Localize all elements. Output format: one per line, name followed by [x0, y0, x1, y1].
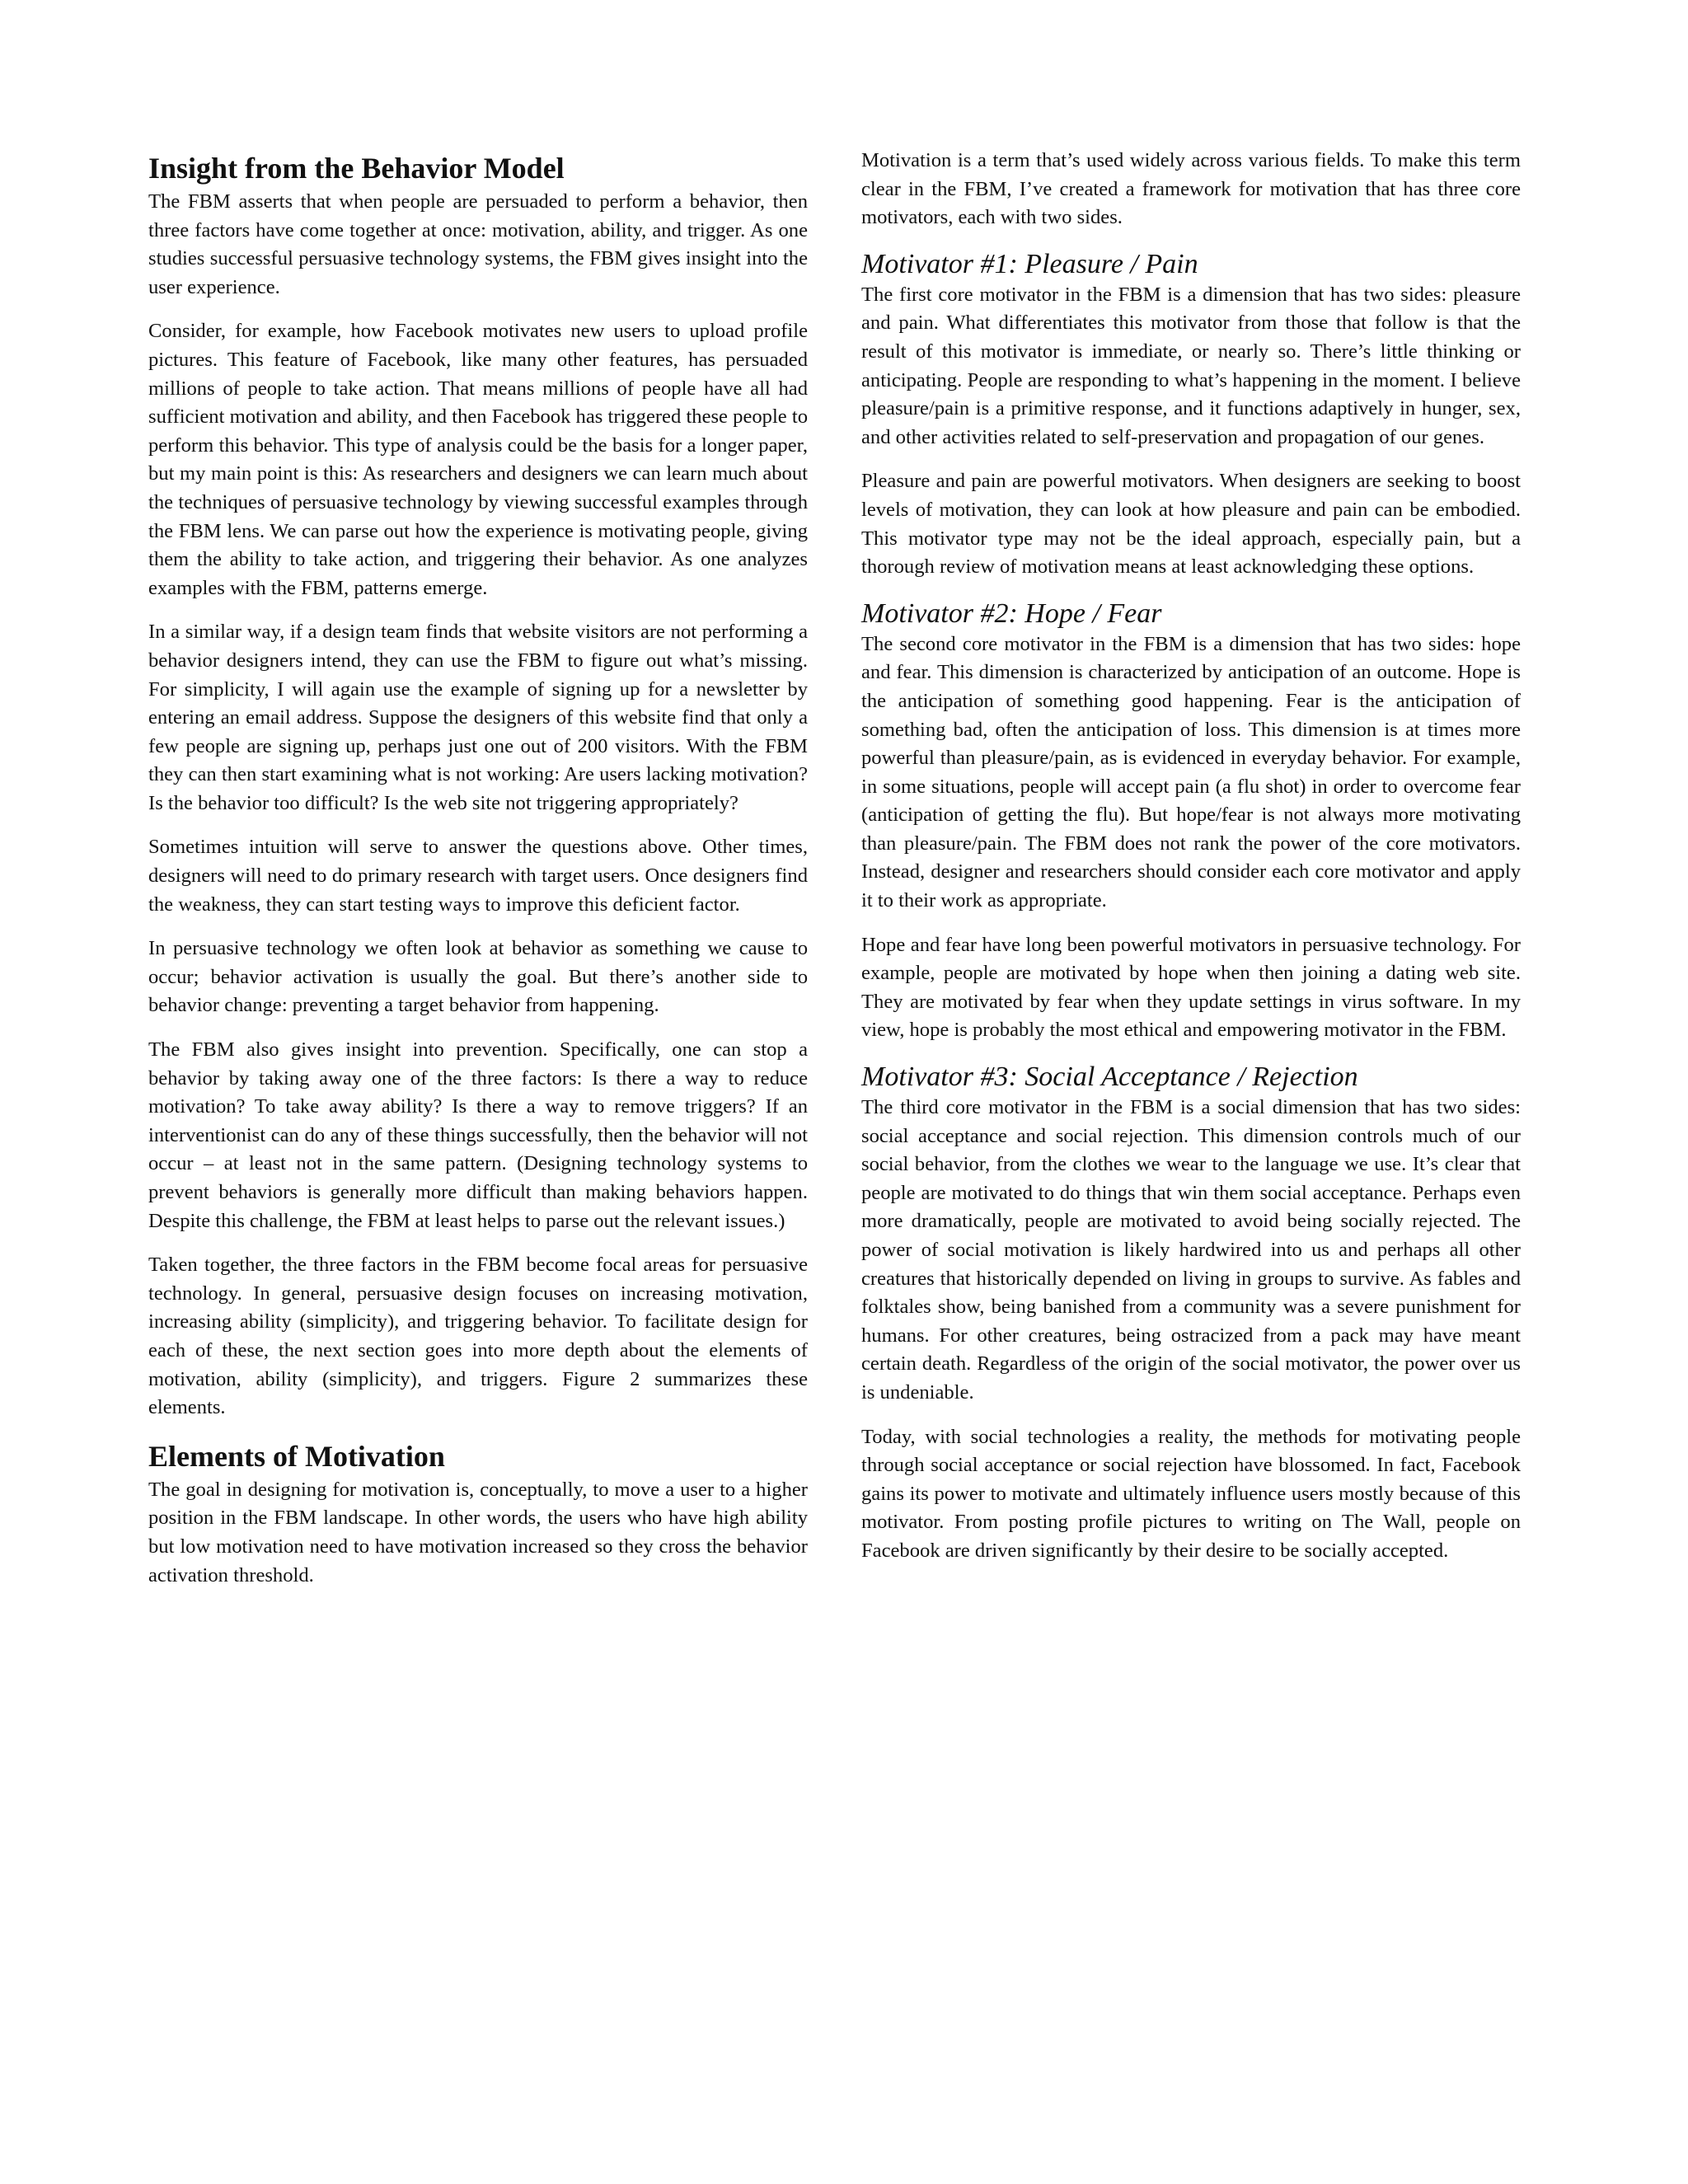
- paragraph: Today, with social technologies a reality, the methods for motivating people through social acceptance or social rejection have blossomed. In fact, Facebook gains its power to motivate and ultimately influence users mostly because of this motivator. From posting profile pictures to writing on The Wall, people on Facebook are driven significantly by their desire to be socially accepted.: [861, 1425, 1521, 1562]
- paragraph: Consider, for example, how Facebook motivates new users to upload profile pictures. This feature of Facebook, like many other features, has persuaded millions of people to take action. That means millions of people have all had sufficient motivation and ability, and then Facebook has triggered these people to perform this behavior. This type of analysis could be the basis for a longer paper, but my main point is this: As researchers and designers we can learn much about the techniques of persuasive technology by viewing successful examples through the FBM lens. We can parse out how the experience is motivating people, giving them the ability to take action, and triggering their behavior. As one analyzes examples with the FBM, patterns emerge.: [148, 320, 808, 599]
- paragraph: Pleasure and pain are powerful motivators. When designers are seeking to boost levels of motivation, they can look at how pleasure and pain can be embodied. This motivator type may not be the ideal approach, especially pain, but a thorough review of motivation means at least acknowledging these options.: [861, 470, 1521, 579]
- subsection-heading-social-acceptance-rejection: Motivator #3: Social Acceptance / Rejection: [861, 1062, 1358, 1093]
- paragraph: In persuasive technology we often look at behavior as something we cause to occur; behavior activation is usually the goal. But there’s another side to behavior change: preventing a target behavior from happening.: [148, 937, 808, 1017]
- paragraph: The FBM also gives insight into prevention. Specifically, one can stop a behavior by taking away one of the three factors: Is there a way to reduce motivation? To take away ability? Is there a way to remove triggers? If an interventionist can do any of these things successfully, then the behavior will not occur – at least not in the same pattern. (Designing technology systems to prevent behaviors is generally more difficult than making behaviors happen. Despite this challenge, the FBM at least helps to parse out the relevant issues.): [148, 1038, 808, 1232]
- paragraph: The goal in designing for motivation is, conceptually, to move a user to a higher position in the FBM landscape. In other words, the users who have high ability but low motivation need to have motivation increased so they cross the behavior activation threshold.: [148, 1478, 808, 1586]
- subsection-heading-pleasure-pain: Motivator #1: Pleasure / Pain: [861, 248, 1198, 279]
- paragraph: The FBM asserts that when people are persuaded to perform a behavior, then three factors have come together at once: motivation, ability, and trigger. As one studies successful persuasive technology systems, the FBM gives insight into the user experience.: [148, 190, 808, 298]
- paragraph: Taken together, the three factors in the FBM become focal areas for persuasive technology. In general, persuasive design focuses on increasing motivation, increasing ability (simplicity), and triggering behavior. To facilitate design for each of these, the next section goes into more depth about the elements of motivation, ability (simplicity), and triggers. Figure 2 summarizes these elements.: [148, 1254, 808, 1419]
- right-column: [861, 147, 1521, 1582]
- paragraph: Sometimes intuition will serve to answer the questions above. Other times, designers will need to do primary research with target users. Once designers find the weakness, they can start testing ways to improve this deficient factor.: [148, 836, 808, 916]
- paragraph: Motivation is a term that’s used widely across various fields. To make this term clear in the FBM, I’ve created a framework for motivation that has three core motivators, each with two sides.: [861, 149, 1521, 229]
- subsection-heading-hope-fear: Motivator #2: Hope / Fear: [861, 598, 1162, 629]
- paragraph: The second core motivator in the FBM is a dimension that has two sides: hope and fear. This dimension is characterized by anticipation of an outcome. Hope is the anticipation of something good happening. Fear is the anticipation of something bad, often the anticipation of loss. This dimension is at times more powerful than pleasure/pain, as is evidenced in everyday behavior. For example, in some situations, people will accept pain (a flu shot) in order to overcome fear (anticipation of getting the flu). But hope/fear is not always more motivating than pleasure/pain. The FBM does not rank the power of the core motivators. Instead, designer and researchers should consider each core motivator and apply it to their work as appropriate.: [861, 632, 1521, 912]
- paragraph: In a similar way, if a design team finds that website visitors are not performing a behavior designers intend, they can use the FBM to figure out what’s missing. For simplicity, I will again use the example of signing up for a newsletter by entering an email address. Suppose the designers of this website find that only a few people are signing up, perhaps just one out of 200 visitors. With the FBM they can then start examining what is not working: Are users lacking motivation? Is the behavior too difficult? Is the web site not triggering appropriately?: [148, 621, 808, 814]
- paragraph: The third core motivator in the FBM is a social dimension that has two sides: social acceptance and social rejection. This dimension controls much of our social behavior, from the clothes we wear to the language we use. It’s clear that people are motivated to do things that win them social acceptance. Perhaps even more dramatically, people are motivated to avoid being socially rejected. The power of social motivation is likely hardwired into us and perhaps all other creatures that historically depended on living in groups to survive. As fables and folktales show, being banished from a community was a severe punishment for humans. For other creatures, being ostracized from a pack may have meant certain death. Regardless of the origin of the social motivator, the power over us is undeniable.: [861, 1096, 1521, 1404]
- left-column: [148, 150, 808, 1605]
- paragraph: Hope and fear have long been powerful motivators in persuasive technology. For example, people are motivated by hope when then joining a dating web site. They are motivated by fear when they update settings in virus software. In my view, hope is probably the most ethical and empowering motivator in the FBM.: [861, 933, 1521, 1042]
- section-heading-insight: Insight from the Behavior Model: [148, 152, 565, 185]
- paragraph: The first core motivator in the FBM is a dimension that has two sides: pleasure and pain. What differentiates this motivator from those that follow is that the result of this motivator is immediate, or nearly so. There’s little thinking or anticipating. People are responding to what’s happening in the moment. I believe pleasure/pain is a primitive response, and it functions adaptively in hunger, sex, and other activities related to self-preservation and propagation of our genes.: [861, 283, 1521, 448]
- section-heading-elements-of-motivation: Elements of Motivation: [148, 1439, 445, 1473]
